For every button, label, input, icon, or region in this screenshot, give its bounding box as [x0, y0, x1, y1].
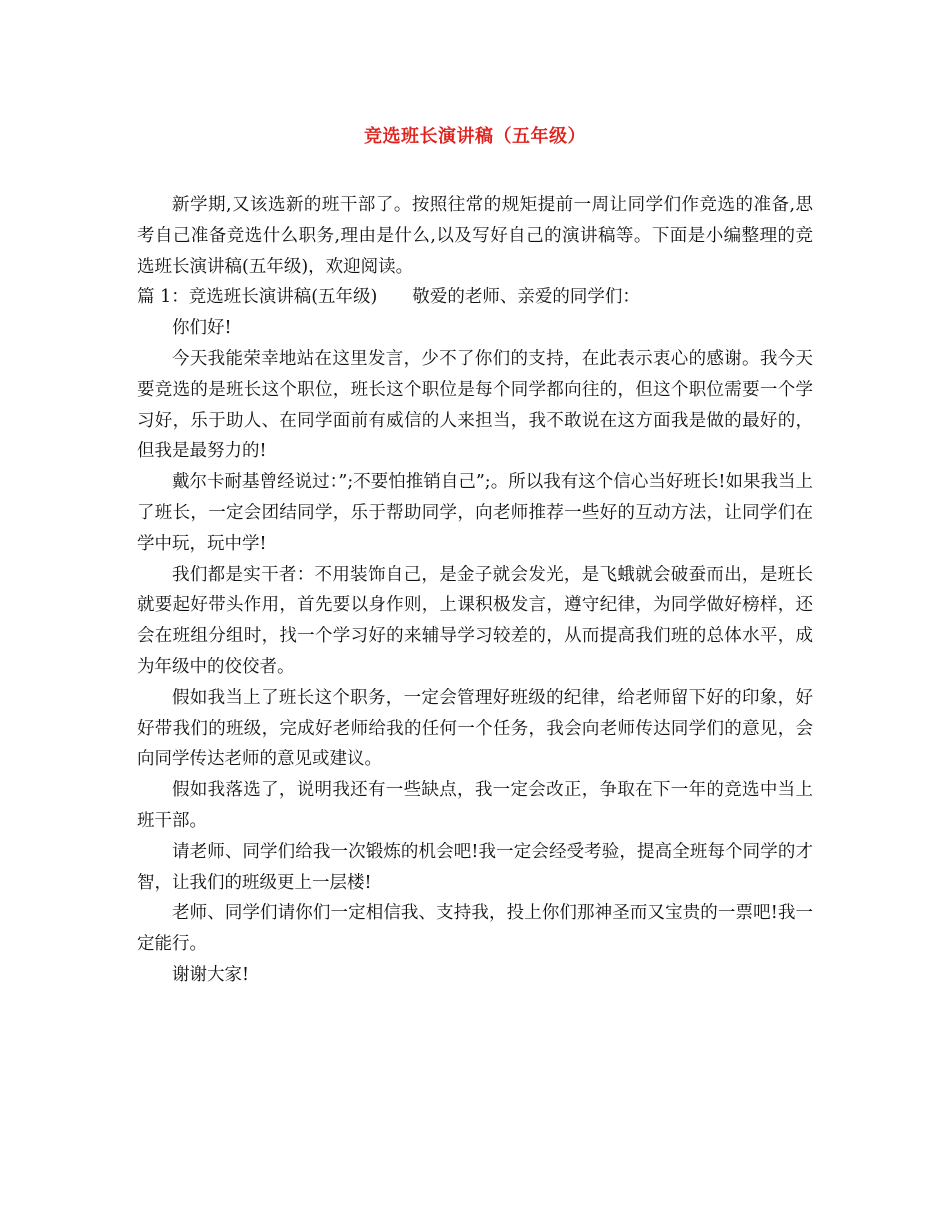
paragraph-body: 老师、同学们请你们一定相信我、支持我，投上你们那神圣而又宝贵的一票吧!我一定能行。: [137, 903, 813, 955]
paragraph-heading: 篇 1：竞选班长演讲稿(五年级) 敬爱的老师、亲爱的同学们：: [137, 287, 640, 308]
paragraph-closing: 谢谢大家!: [172, 964, 250, 985]
paragraph-body: 戴尔卡耐基曾经说过：”;不要怕推销自己”;。所以我有这个信心当好班长!如果我当上了班长，一定会团结同学，乐于帮助同学，向老师推荐一些好的互动方法，让同学们在学中玩，玩中学!: [137, 472, 813, 554]
document-body: [137, 190, 813, 991]
paragraph-intro: 新学期,又该选新的班干部了。按照往常的规矩提前一周让同学们作竞选的准备,思考自己准备竞选什么职务,理由是什么,以及写好自己的演讲稿等。下面是小编整理的竞选班长演讲稿(五年级)，欢迎阅读。: [137, 195, 813, 277]
paragraph-body: 假如我当上了班长这个职务，一定会管理好班级的纪律，给老师留下好的印象，好好带我们的班级，完成好老师给我的任何一个任务，我会向老师传达同学们的意见，会向同学传达老师的意见或建议。: [137, 687, 813, 770]
paragraph-body: 今天我能荣幸地站在这里发言，少不了你们的支持，在此表示衷心的感谢。我今天要竞选的是班长这个职位，班长这个职位是每个同学都向往的，但这个职位需要一个学习好，乐于助人、在同学面前有威信的人来担当，我不敢说在这方面我是做的最好的，但我是最努力的!: [137, 348, 813, 462]
document-title: 竞选班长演讲稿（五年级）: [364, 126, 586, 147]
paragraph-greeting: 你们好!: [172, 318, 232, 339]
paragraph-body: 我们都是实干者：不用装饰自己，是金子就会发光，是飞蛾就会破蚕而出，是班长就要起好带头作用，首先要以身作则，上课积极发言，遵守纪律，为同学做好榜样，还会在班组分组时，找一个学习好的来辅导学习较差的，从而提高我们班的总体水平，成为年级中的佼佼者。: [137, 564, 813, 677]
paragraph-body: 假如我落选了，说明我还有一些缺点，我一定会改正，争取在下一年的竞选中当上班干部。: [137, 780, 813, 831]
paragraph-body: 请老师、同学们给我一次锻炼的机会吧!我一定会经受考验，提高全班每个同学的才智，让我们的班级更上一层楼!: [137, 841, 813, 893]
